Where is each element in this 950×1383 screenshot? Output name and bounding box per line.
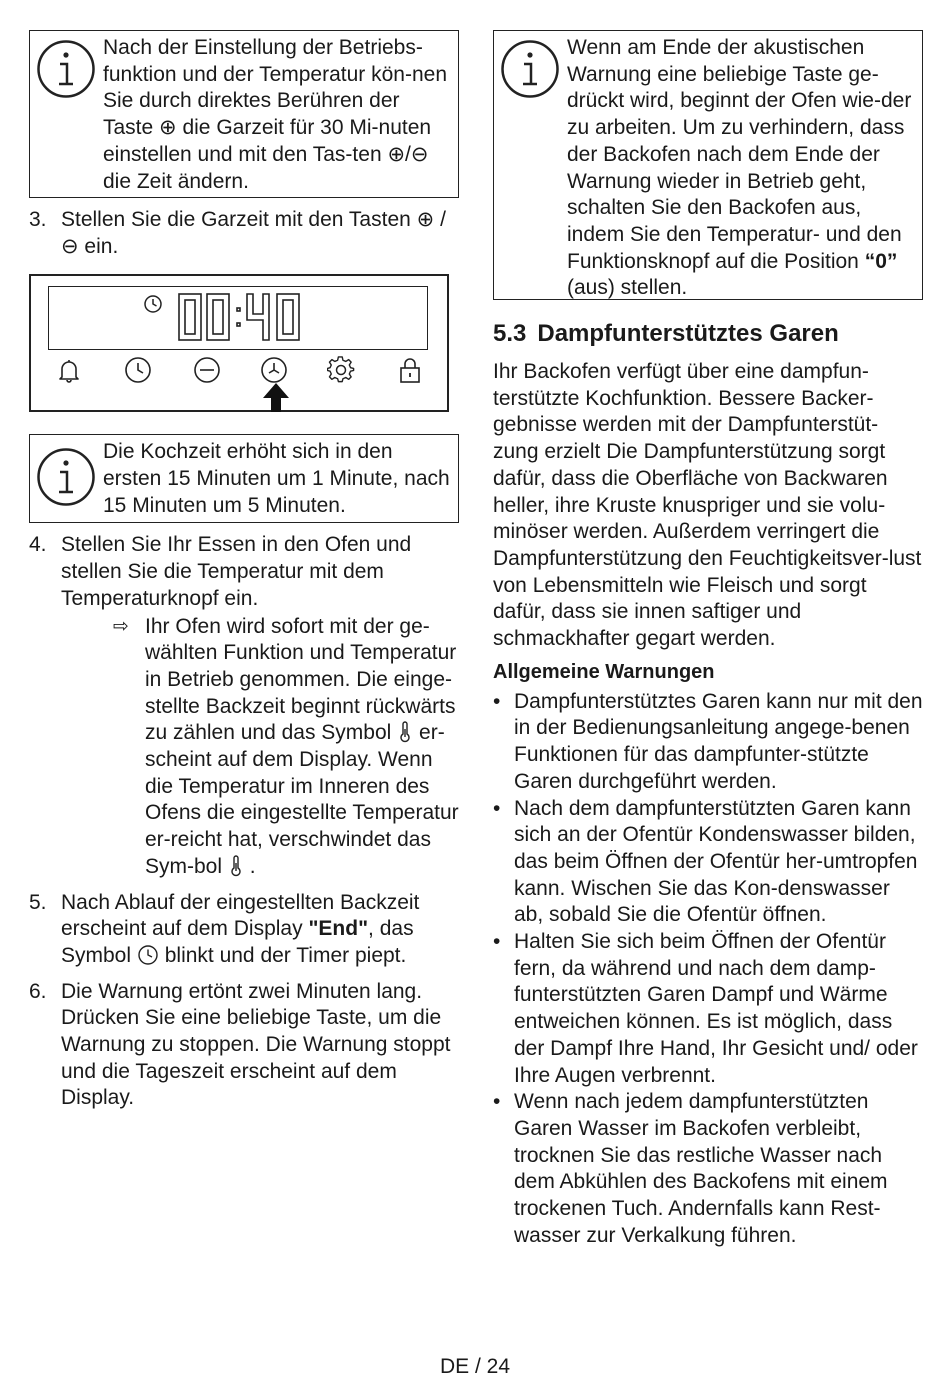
step-5 [29, 890, 459, 970]
step-number: 3. [29, 208, 47, 231]
display-screen [48, 286, 428, 350]
right-column [493, 30, 923, 1250]
left-column [29, 30, 459, 1121]
timer-icon[interactable] [260, 356, 288, 384]
end-label: "End" [308, 917, 369, 941]
clock-icon [137, 944, 159, 966]
info-box-warning-restart [493, 30, 923, 300]
info-text: Nach der Einstellung der Betriebs-funktion und der Temperatur kön-nen Sie durch direktes Berühren der Taste ⊕ die Garzeit für 30 Mi-nuten einstellen und mit den Tas-ten ⊕/⊖ die Zeit ändern. [103, 36, 447, 193]
page-footer: DE / 24 [439, 1355, 511, 1378]
step-text: Stellen Sie Ihr Essen in den Ofen und stellen Sie die Temperatur mit dem Temperaturknopf ein. [61, 533, 412, 610]
bullet: • [493, 689, 501, 713]
list-item-text: Halten Sie sich beim Öffnen der Ofentür fern, da während und nach dem damp-funterstützten Garen Dampf und Wärme entweichen können. Es ist möglich, dass der Dampf Ihre Hand, Ihr Gesicht und/ oder Ihre Augen verbrennt. [514, 930, 918, 1087]
section-heading [493, 320, 923, 348]
step-text-b: , das Symbol [61, 917, 414, 967]
step-text-a: Nach Ablauf der eingestellten Backzeit erscheint auf dem Display [61, 890, 420, 941]
step-number: 4. [29, 533, 47, 557]
info-text-a: Wenn am Ende der akustischen Warnung eine beliebige Taste ge-drückt wird, beginnt der Ofen wie-der zu arbeiten. Um zu verhindern, dass der Backofen nach dem Ende der Warnung wieder in Betrieb geht, schalten Sie den Backofen aus, indem Sie den Temperatur- und den Funktionsknopf auf die Position [567, 36, 912, 273]
bullet: • [493, 796, 501, 820]
list-item [493, 1089, 923, 1249]
thermometer-icon [397, 721, 413, 743]
bullet: • [493, 930, 501, 954]
list-item [493, 689, 923, 796]
clock-button-icon[interactable] [124, 356, 152, 384]
step-text: Die Warnung ertönt zwei Minuten lang. Drücken Sie eine beliebige Taste, um die Warnung zu stoppen. Die Warnung stoppt und die Tageszeit erscheint auf dem Display. [61, 979, 451, 1110]
step-number: 5. [29, 890, 47, 914]
bullet: • [493, 1090, 501, 1114]
steps-list-a [29, 207, 459, 260]
step-number: 6. [29, 979, 47, 1003]
step-result [61, 614, 459, 881]
list-item-text: Dampfunterstütztes Garen kann nur mit den in der Bedienungsanleitung angege-benen Funktionen für das dampfunter-stützte Garen durchgeführt werden. [514, 689, 923, 793]
info-icon [500, 39, 560, 99]
step-4 [29, 532, 459, 880]
result-text-b: er-scheint auf dem Display. Wenn die Temperatur im Inneren des Ofens die eingestellte Temperatur er-reicht hat, verschwindet das Sym-bol [145, 721, 459, 878]
section-title: Dampfunterstütztes Garen [537, 320, 839, 347]
oven-control-panel [29, 274, 449, 412]
lock-icon[interactable] [396, 356, 424, 384]
list-item-text: Wenn nach jedem dampfunterstützten Garen Wasser im Backofen verbleibt, trocknen Sie das restliche Wasser nach dem Abkühlen des Backofens mit einem trockenen Tuch. Andernfalls kann Rest-wasser zur Verkalkung führen. [514, 1090, 888, 1247]
info-box-cooktime-default [29, 30, 459, 198]
up-arrow-icon [261, 382, 291, 412]
info-icon [36, 447, 96, 507]
gear-icon[interactable] [327, 356, 355, 384]
result-text-c: . [249, 854, 256, 878]
info-text: Die Kochzeit erhöht sich in den ersten 15 Minuten um 1 Minute, nach 15 Minuten um 5 Minuten. [103, 440, 450, 517]
time-readout-digits [177, 292, 307, 344]
section-number: 5.3 [493, 320, 527, 347]
info-icon [36, 39, 96, 99]
info-box-cooktime-steps [29, 434, 459, 523]
step-3 [29, 207, 459, 260]
step-text-c: blinkt und der Timer piept. [164, 943, 407, 967]
clock-icon [143, 294, 163, 314]
result-text-a: Ihr Ofen wird sofort mit der ge-wählten Funktion und Temperatur in Betrieb genommen. Die einge-stellte Backzeit beginnt rückwärts zu zählen und das Symbol [145, 614, 457, 745]
subheading: Allgemeine Warnungen [493, 660, 715, 683]
steps-list-b [29, 532, 459, 1112]
step-text: Stellen Sie die Garzeit mit den Tasten ⊕ /⊖ ein. [61, 208, 446, 258]
intro-paragraph: Ihr Backofen verfügt über eine dampfun-terstützte Kochfunktion. Bessere Backer-gebnisse werden mit der Dampfunterstüt-zung erzielt Die Dampfunterstützung sorgt dafür, dass die Oberfläche von Backwaren heller, ihre Kruste knuspriger und sie volu-minöser werden. Außerdem verringert die Dampfunterstützung den Feuchtigkeitsver-lust von Lebensmitteln wie Fleisch und sorgt dafür, dass sie innen saftiger und schmackhafter gegart werden. [493, 360, 922, 651]
bell-icon[interactable] [55, 356, 83, 384]
warnings-list [493, 689, 923, 1250]
list-item-text: Nach dem dampfunterstützten Garen kann sich an der Ofentür Kondenswasser bilden, das beim Öffnen der Ofentür her-umtropfen kann. Wischen Sie das Kon-denswasser ab, sobald Sie die Ofentür öffnen. [514, 796, 918, 927]
info-text-b: (aus) stellen. [567, 276, 688, 300]
info-text [567, 35, 914, 302]
minus-icon[interactable] [193, 356, 221, 384]
thermometer-icon [228, 855, 244, 877]
result-arrow-icon: ⇨ [113, 615, 129, 637]
step-6 [29, 979, 459, 1113]
position-zero: “0” [864, 249, 898, 273]
list-item [493, 796, 923, 930]
list-item [493, 929, 923, 1089]
